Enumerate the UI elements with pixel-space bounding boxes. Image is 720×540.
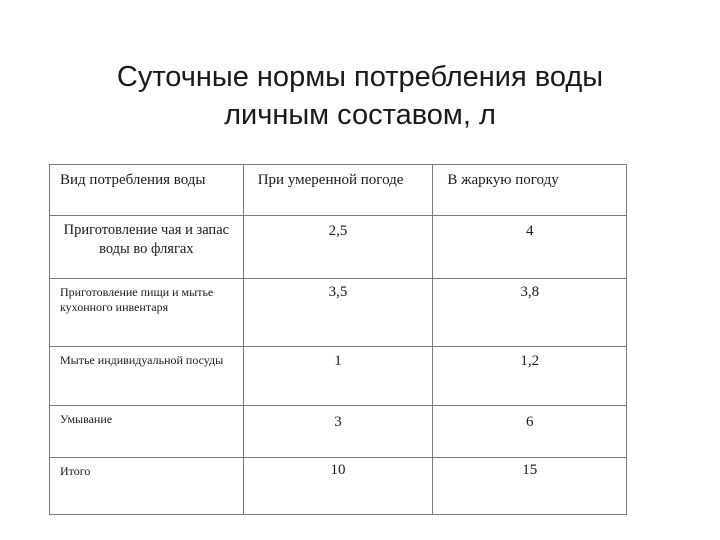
row-label: Мытье индивидуальной посуды	[50, 347, 244, 406]
hot-value: 15	[433, 458, 627, 515]
row-label: Итого	[50, 458, 244, 515]
hot-value: 6	[433, 406, 627, 458]
table-row-total	[50, 458, 627, 515]
title-line-1: Суточные нормы потребления воды	[116, 61, 604, 93]
moderate-value: 3	[243, 406, 433, 458]
hot-value: 4	[433, 216, 627, 279]
table-row	[50, 406, 627, 458]
water-norms-table	[49, 164, 627, 515]
hot-value: 1,2	[433, 347, 627, 406]
table-row	[50, 279, 627, 347]
moderate-value: 3,5	[243, 279, 433, 347]
moderate-value: 2,5	[243, 216, 433, 279]
table-row	[50, 216, 627, 279]
header-cell-moderate-weather: При умеренной погоде	[243, 165, 433, 216]
moderate-value: 10	[243, 458, 433, 515]
table-header-row	[50, 165, 627, 216]
header-cell-usage-type: Вид потребления воды	[50, 165, 244, 216]
row-label: Умывание	[50, 406, 244, 458]
hot-value: 3,8	[433, 279, 627, 347]
page-title	[60, 58, 660, 134]
table-row	[50, 347, 627, 406]
row-label: Приготовление пищи и мытье кухонного инвентаря	[50, 279, 244, 347]
row-label: Приготовление чая и запас воды во флягах	[50, 216, 244, 279]
moderate-value: 1	[243, 347, 433, 406]
title-line-2: личным составом, л	[224, 99, 496, 131]
header-cell-hot-weather: В жаркую погоду	[433, 165, 627, 216]
